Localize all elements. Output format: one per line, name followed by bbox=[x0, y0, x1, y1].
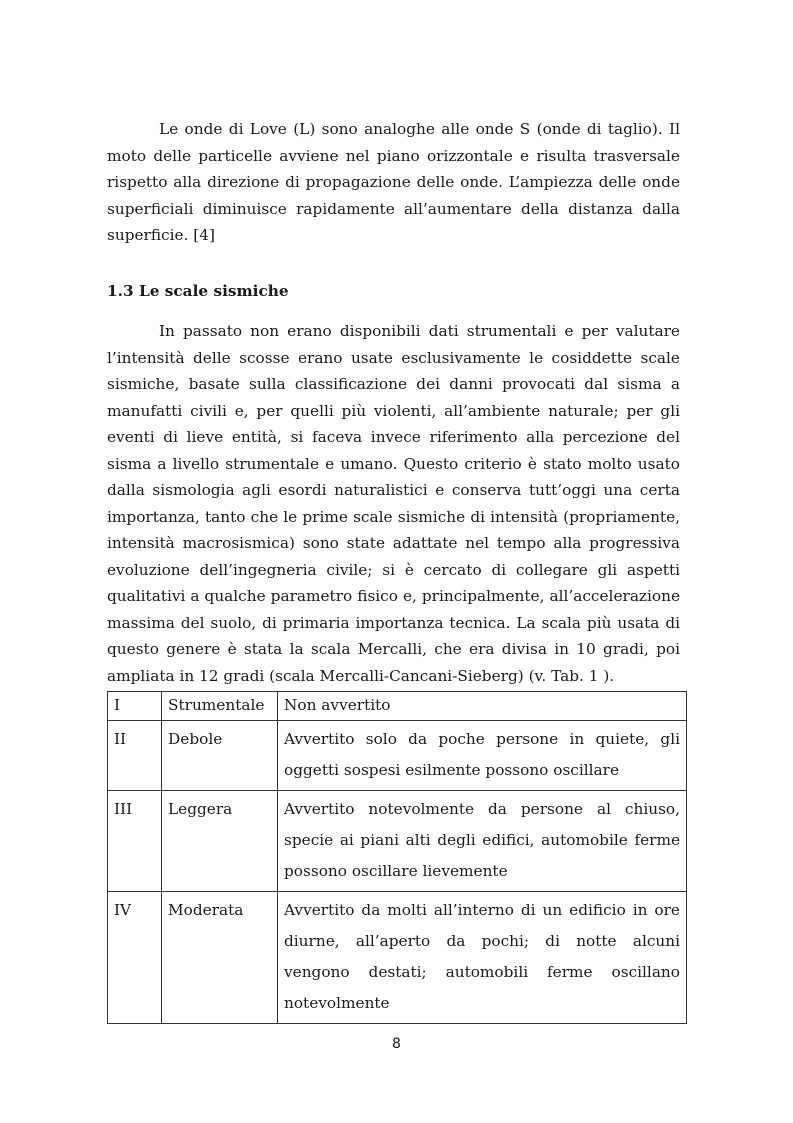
description-cell: Avvertito notevolmente da persone al chiuso, specie ai piani alti degli edifici, automobile ferme possono oscillare lievemente bbox=[278, 791, 687, 892]
table-row bbox=[108, 721, 687, 791]
name-cell: Moderata bbox=[162, 892, 278, 1024]
section-heading: 1.3 Le scale sismiche bbox=[107, 282, 289, 300]
document-page bbox=[107, 116, 680, 1012]
name-cell: Debole bbox=[162, 721, 278, 791]
table-row bbox=[108, 791, 687, 892]
table-row bbox=[108, 692, 687, 721]
description-cell: Avvertito solo da poche persone in quiete, gli oggetti sospesi esilmente possono oscillare bbox=[278, 721, 687, 791]
paragraph-seismic-scales: In passato non erano disponibili dati strumentali e per valutare l’intensità delle scosse erano usate esclusivamente le cosiddette scale sismiche, basate sulla classificazione dei danni provocati dal sisma a manufatti civili e, per quelli più violenti, all’ambiente naturale; per gli eventi di lieve entità, si faceva invece riferimento alla percezione del sisma a livello strumentale e umano. Questo criterio è stato molto usato dalla sismologia agli esordi naturalistici e conserva tutt’oggi una certa importanza, tanto che le prime scale sismiche di intensità (propriamente, intensità macrosismica) sono state adattate nel tempo alla progressiva evoluzione dell’ingegneria civile; si è cercato di collegare gli aspetti qualitativi a qualche parametro fisico e, principalmente, all’accelerazione massima del suolo, di primaria importanza tecnica. La scala più usata di questo genere è stata la scala Mercalli, che era divisa in 10 gradi, poi ampliata in 12 gradi (scala Mercalli-Cancani-Sieberg) (v. Tab. 1 ). bbox=[107, 322, 680, 685]
table-row bbox=[108, 892, 687, 1024]
mercalli-scale-table bbox=[107, 691, 687, 1024]
description-cell: Avvertito da molti all’interno di un edificio in ore diurne, all’aperto da pochi; di notte alcuni vengono destati; automobili ferme oscillano notevolmente bbox=[278, 892, 687, 1024]
degree-cell: II bbox=[108, 721, 162, 791]
degree-cell: III bbox=[108, 791, 162, 892]
degree-cell: IV bbox=[108, 892, 162, 1024]
description-cell: Non avvertito bbox=[278, 692, 687, 721]
name-cell: Leggera bbox=[162, 791, 278, 892]
degree-cell: I bbox=[108, 692, 162, 721]
paragraph-love-waves: Le onde di Love (L) sono analoghe alle onde S (onde di taglio). Il moto delle particelle avviene nel piano orizzontale e risulta trasversale rispetto alla direzione di propagazione delle onde. L’ampiezza delle onde superficiali diminuisce rapidamente all’aumentare della distanza dalla superficie. [4] bbox=[107, 120, 680, 244]
page-number: 8 bbox=[392, 1036, 401, 1052]
name-cell: Strumentale bbox=[162, 692, 278, 721]
